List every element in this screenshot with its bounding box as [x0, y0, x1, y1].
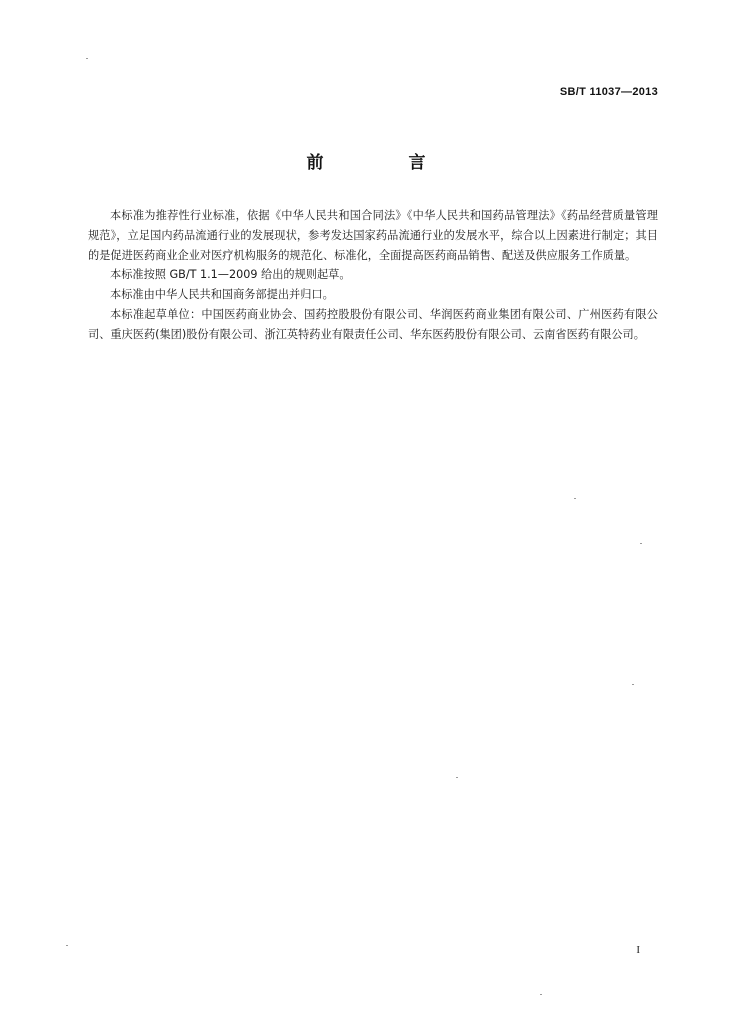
scan-speck: [640, 543, 642, 544]
scan-speck: [456, 777, 458, 778]
scan-speck: [540, 994, 542, 995]
scan-speck: [632, 684, 634, 685]
paragraph-drafting-units: 本标准起草单位：中国医药商业协会、国药控股股份有限公司、华润医药商业集团有限公司、广州医药有限公司、重庆医药(集团)股份有限公司、浙江英特药业有限责任公司、华东医药股份有限公司、云南省医药有限公司。: [88, 307, 658, 341]
standard-code: SB/T 11037—2013: [559, 86, 658, 98]
page-title: 前 言: [306, 153, 460, 173]
scan-speck: [86, 58, 88, 59]
page-number: I: [636, 944, 640, 956]
scan-speck: [574, 498, 576, 499]
foreword-body: [88, 206, 658, 345]
paragraph-proposer: 本标准由中华人民共和国商务部提出并归口。: [110, 288, 334, 302]
paragraph-purpose: 本标准为推荐性行业标准，依据《中华人民共和国合同法》《中华人民共和国药品管理法》《药品经营质量管理规范》，立足国内药品流通行业的发展现状，参考发达国家药品流通行业的发展水平，综合以上因素进行制定；其目的是促进医药商业企业对医疗机构服务的规范化、标准化，全面提高医药商品销售、配送及供应服务工作质量。: [88, 209, 658, 262]
scan-speck: [66, 945, 68, 946]
paragraph-drafting-rules: 本标准按照 GB/T 1.1—2009 给出的规则起草。: [110, 268, 351, 282]
